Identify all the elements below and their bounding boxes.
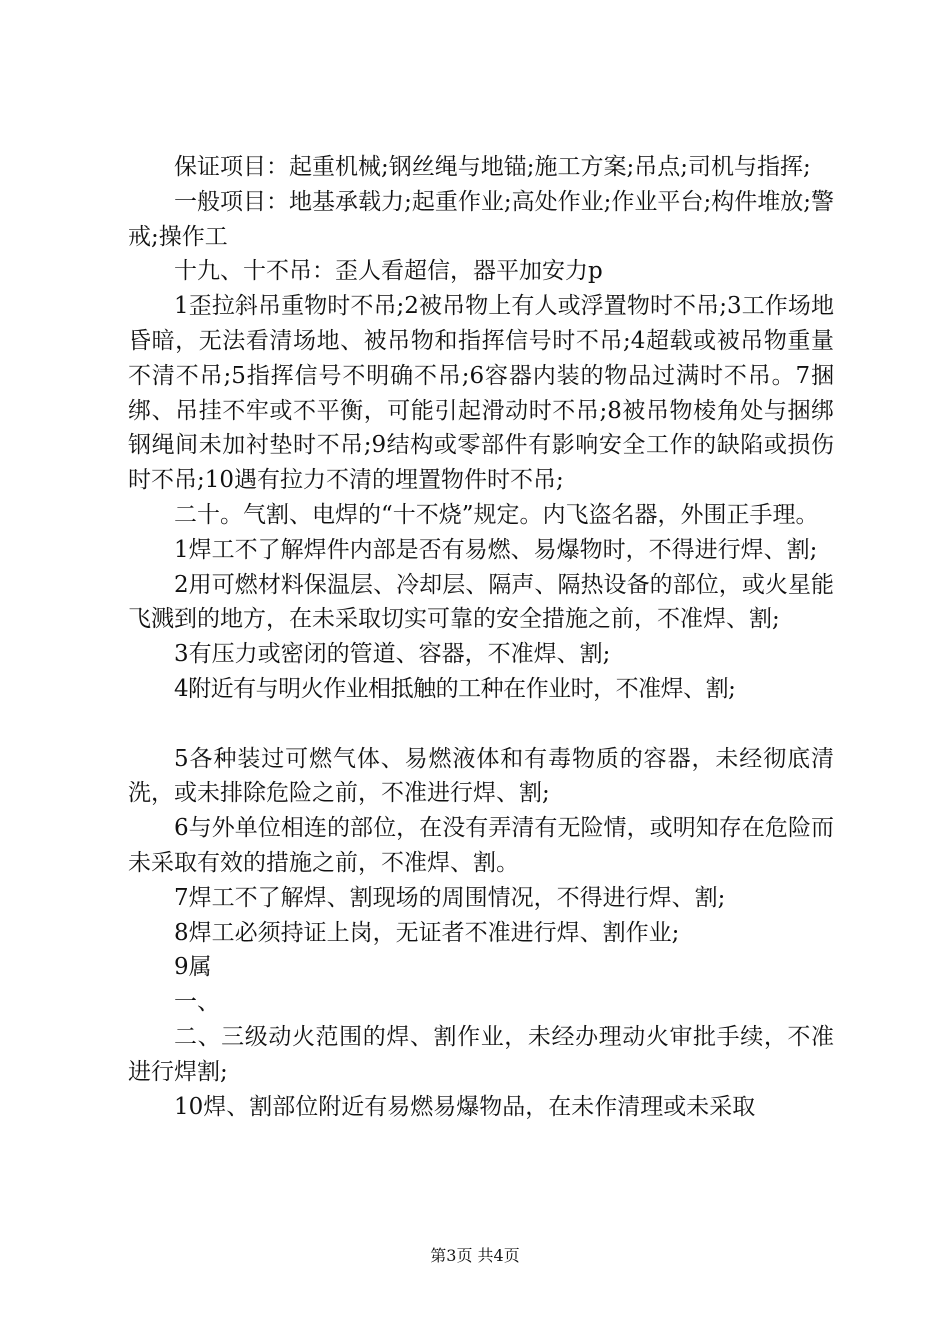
paragraph-level-two-three: 二、三级动火范围的焊、割作业，未经办理动火审批手续，不准进行焊割; (128, 1023, 834, 1085)
paragraph-rule-9: 9属 (174, 954, 212, 981)
paragraph-heading-19: 十九、十不吊：歪人看超信，器平加安力p (174, 258, 603, 285)
paragraph-rule-5: 5各种装过可燃气体、易燃液体和有毒物质的容器，未经彻底清洗，或未排除危险之前，不准进行焊、割; (128, 745, 834, 807)
paragraph-ten-no-lift-list: 1歪拉斜吊重物时不吊;2被吊物上有人或浮置物时不吊;3工作场地昏暗，无法看清场地、被吊物和指挥信号时不吊;4超载或被吊物重量不清不吊;5指挥信号不明确不吊;6容器内装的物品过满时不吊。7捆绑、吊挂不牢或不平衡，可能引起滑动时不吊;8被吊物棱角处与捆绑钢绳间未加衬垫时不吊;9结构或零部件有影响安全工作的缺陷或损伤时不吊;10遇有拉力不清的埋置物件时不吊; (128, 293, 834, 494)
paragraph-rule-1: 1焊工不了解焊件内部是否有易燃、易爆物时，不得进行焊、割; (174, 536, 818, 563)
document-body (128, 150, 834, 1124)
paragraph-rule-3: 3有压力或密闭的管道、容器，不准焊、割; (174, 641, 611, 668)
paragraph-guarantee-items: 保证项目：起重机械;钢丝绳与地锚;施工方案;吊点;司机与指挥; (174, 154, 811, 180)
paragraph-general-items: 一般项目：地基承载力;起重作业;高处作业;作业平台;构件堆放;警戒;操作工 (128, 188, 834, 250)
page-footer: 第3页 共4页 (430, 1246, 520, 1265)
paragraph-rule-6: 6与外单位相连的部位，在没有弄清有无险情，或明知存在危险而未采取有效的措施之前，不准焊、割。 (128, 815, 834, 876)
paragraph-rule-8: 8焊工必须持证上岗，无证者不准进行焊、割作业; (174, 919, 680, 946)
paragraph-rule-10: 10焊、割部位附近有易燃易爆物品，在未作清理或未采取 (174, 1093, 756, 1120)
paragraph-heading-20: 二十。气割、电焊的“十不烧”规定。内飞盗名器，外围正手理。 (174, 501, 819, 528)
paragraph-rule-2: 2用可燃材料保温层、冷却层、隔声、隔热设备的部位，或火星能飞溅到的地方，在未采取切实可靠的安全措施之前，不准焊、割; (128, 571, 834, 633)
paragraph-fragment-one: 一、 (174, 989, 220, 1016)
paragraph-rule-4: 4附近有与明火作业相抵触的工种在作业时，不准焊、割; (174, 675, 736, 702)
paragraph-rule-7: 7焊工不了解焊、割现场的周围情况，不得进行焊、割; (174, 884, 726, 911)
